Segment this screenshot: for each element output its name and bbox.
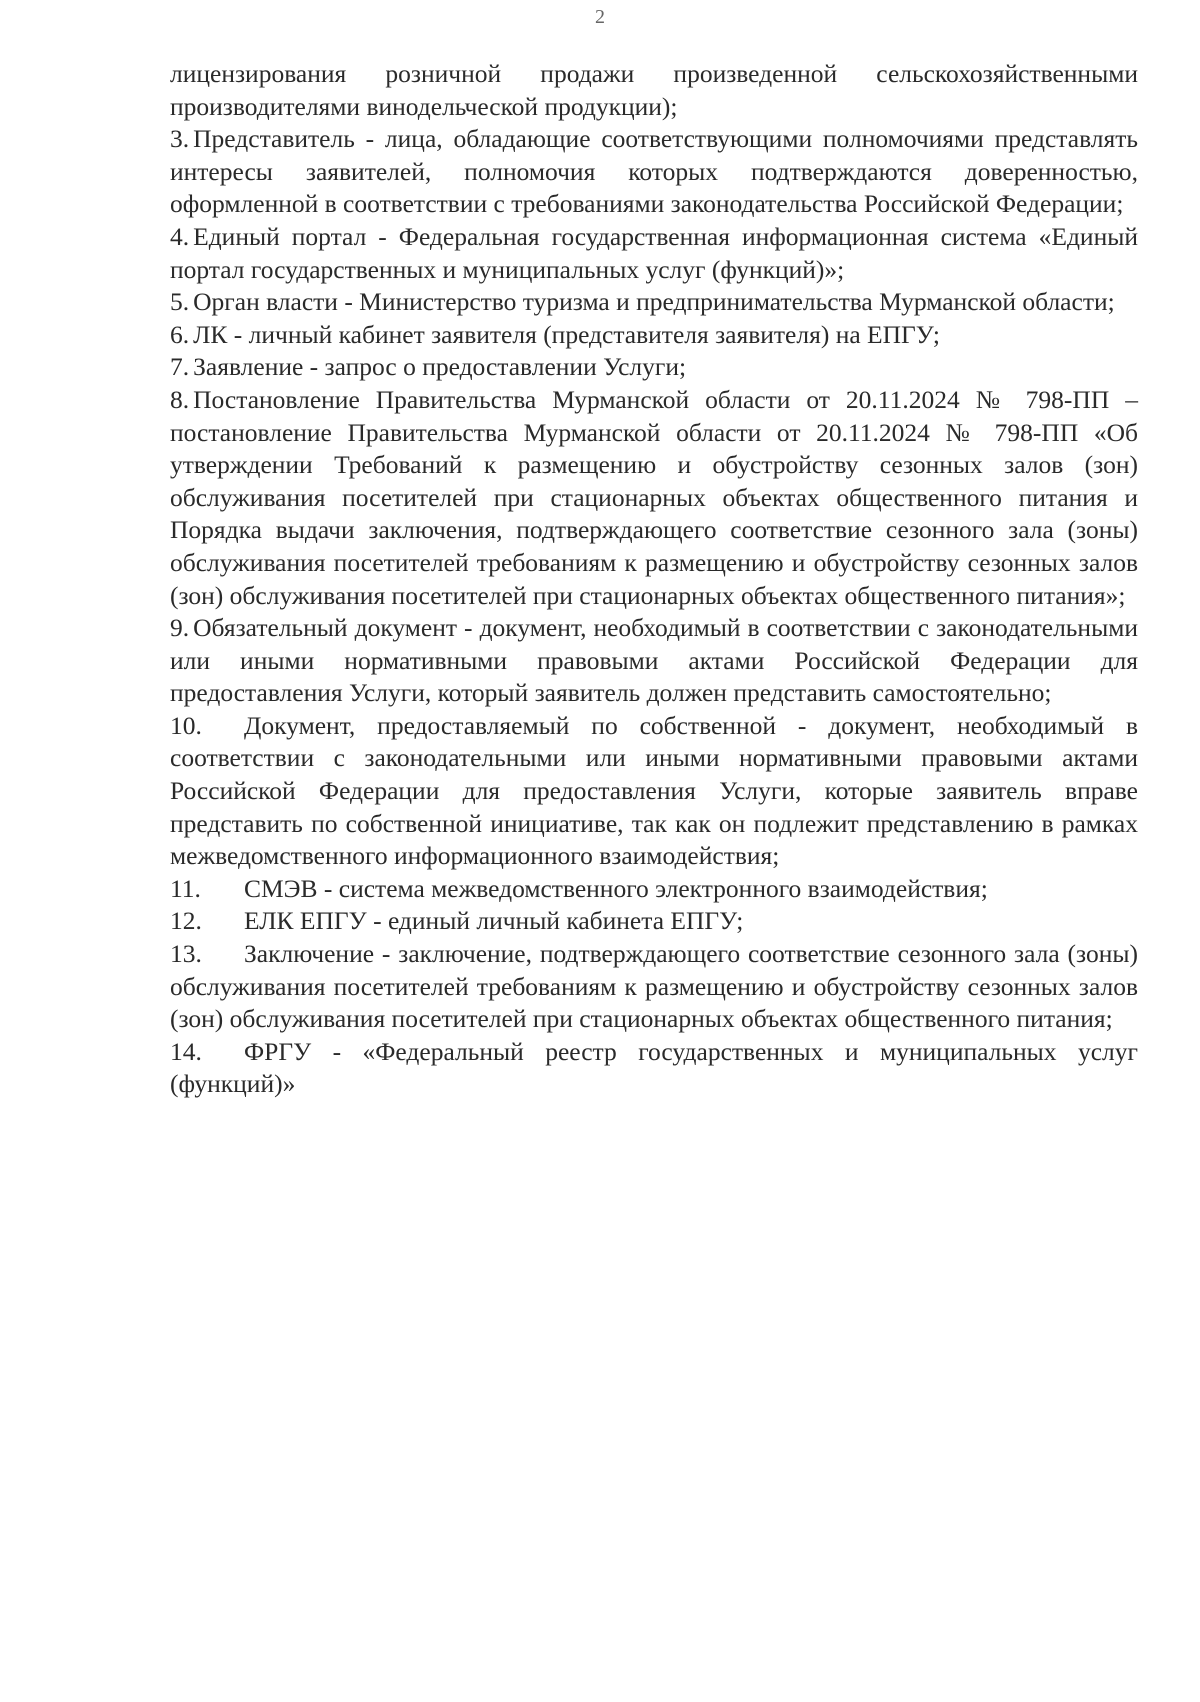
item-number: 14.	[170, 1036, 202, 1066]
item-text: Заявление - запрос о предоставлении Услуги;	[193, 352, 687, 382]
definition-item-14	[170, 1036, 1138, 1101]
item-number: 13.	[170, 939, 202, 969]
definition-item-11	[170, 873, 1138, 906]
item-number: 6.	[170, 319, 190, 349]
definition-item-6	[170, 319, 1138, 352]
item-number: 7.	[170, 352, 190, 382]
continuation-paragraph: лицензирования розничной продажи произведенной сельскохозяйственными производителями винодельческой продукции);	[170, 59, 1138, 121]
item-text: Постановление Правительства Мурманской области от 20.11.2024 № 798-ПП – постановление Правительства Мурманской области от 20.11.2024 № 798-ПП «Об утверждении Требований к размещению и обустройству сезонных залов (зон) обслуживания посетителей при стационарных объектах общественного питания и Порядка выдачи заключения, подтверждающего соответствие сезонного зала (зоны) обслуживания посетителей требованиям к размещению и обустройству сезонных залов (зон) обслуживания посетителей при стационарных объектах общественного питания»;	[170, 384, 1138, 610]
item-text: ЕЛК ЕПГУ - единый личный кабинета ЕПГУ;	[244, 906, 744, 936]
definition-item-9	[170, 612, 1138, 710]
definition-item-3	[170, 123, 1138, 221]
definition-item-8	[170, 384, 1138, 612]
item-number: 11.	[170, 873, 201, 903]
item-number: 9.	[170, 613, 190, 643]
definition-item-13	[170, 938, 1138, 1036]
page-number: 2	[595, 6, 605, 28]
item-text: Орган власти - Министерство туризма и предпринимательства Мурманской области;	[193, 287, 1115, 317]
item-number: 10.	[170, 710, 202, 740]
item-number: 4.	[170, 221, 190, 251]
definition-item-5	[170, 286, 1138, 319]
definition-item-10	[170, 710, 1138, 873]
item-text: Единый портал - Федеральная государственная информационная система «Единый портал государственных и муниципальных услуг (функций)»;	[170, 221, 1138, 284]
item-text: Представитель - лица, обладающие соответствующими полномочиями представлять интересы заявителей, полномочия которых подтверждаются доверенностью, оформленной в соответствии с требованиями законодательства Российской Федерации;	[170, 124, 1138, 219]
definition-item-12	[170, 905, 1138, 938]
definition-item-7	[170, 351, 1138, 384]
item-text: Документ, предоставляемый по собственной - документ, необходимый в соответствии с законодательными или иными нормативными правовыми актами Российской Федерации для предоставления Услуги, которые заявитель вправе представить по собственной инициативе, так как он подлежит представлению в рамках межведомственного информационного взаимодействия;	[170, 710, 1138, 871]
item-text: СМЭВ - система межведомственного электронного взаимодействия;	[244, 873, 988, 903]
item-number: 8.	[170, 384, 190, 414]
item-number: 5.	[170, 287, 190, 317]
document-body	[170, 58, 1138, 1101]
item-number: 12.	[170, 906, 202, 936]
item-text: Обязательный документ - документ, необходимый в соответствии с законодательными или иными нормативными правовыми актами Российской Федерации для предоставления Услуги, который заявитель должен представить самостоятельно;	[170, 613, 1138, 708]
item-text: ФРГУ - «Федеральный реестр государственных и муниципальных услуг (функций)»	[170, 1036, 1138, 1099]
item-text: ЛК - личный кабинет заявителя (представителя заявителя) на ЕПГУ;	[193, 319, 940, 349]
item-number: 3.	[170, 124, 190, 154]
item-text: Заключение - заключение, подтверждающего соответствие сезонного зала (зоны) обслуживания посетителей требованиям к размещению и обустройству сезонных залов (зон) обслуживания посетителей при стационарных объектах общественного питания;	[170, 939, 1138, 1034]
definition-item-4	[170, 221, 1138, 286]
